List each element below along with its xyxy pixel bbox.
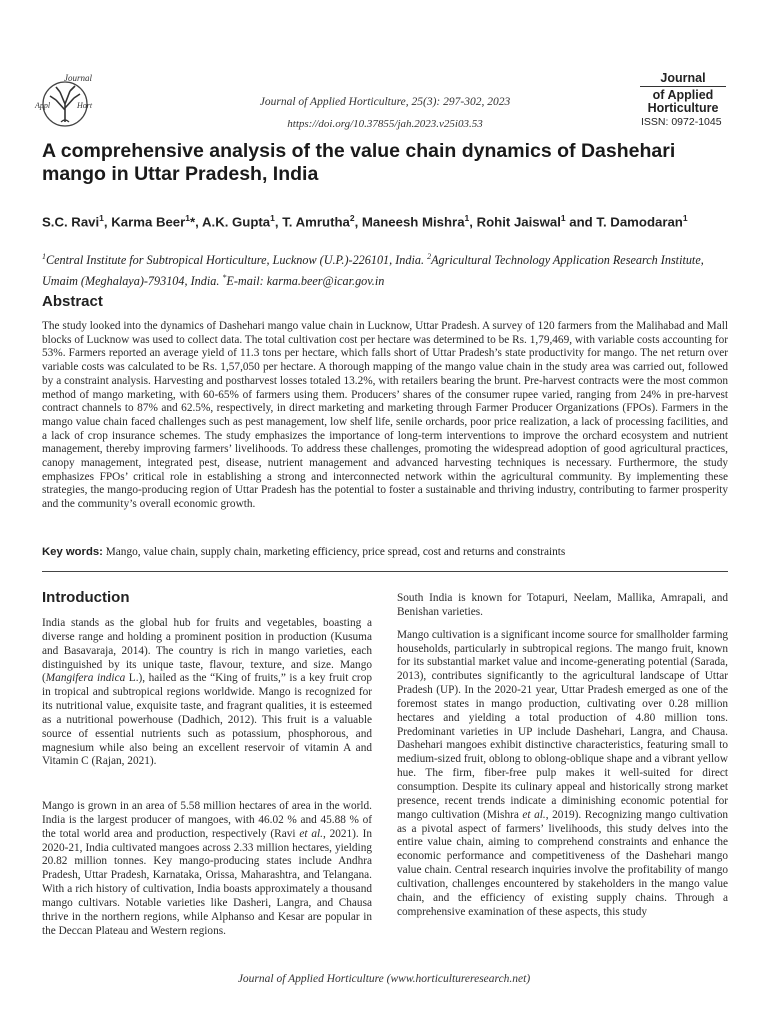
- author-sup: 1: [560, 213, 566, 223]
- journal-name-rule: [640, 86, 726, 87]
- author-sup: 1: [99, 213, 104, 223]
- author-sup: 1: [682, 213, 688, 223]
- corresponding-email[interactable]: E-mail: karma.beer@icar.gov.in: [226, 274, 385, 289]
- author-name: S.C. Ravi: [42, 214, 100, 230]
- page-footer: Journal of Applied Horticulture (www.horticultureresearch.net): [237, 973, 531, 985]
- logo-text-top: Journal: [64, 73, 92, 83]
- affil-sup: 1: [42, 252, 46, 261]
- author-name: Maneesh Mishra: [361, 214, 465, 230]
- author-name: T. Damodaran: [596, 214, 683, 230]
- intro-paragraph: South India is known for Totapuri, Neelam, Mallika, Amrapali, and Benishan varieties.: [397, 592, 728, 618]
- affil-1: Central Institute for Subtropical Horticulture, Lucknow (U.P.)-226101, India.: [46, 253, 428, 268]
- logo-text-right: Hort: [77, 101, 93, 110]
- author-name: A.K. Gupta: [202, 214, 271, 230]
- author-sup: 1: [185, 213, 191, 223]
- author-name: T. Amrutha: [282, 214, 350, 230]
- keywords: [42, 546, 728, 560]
- corresponding-mark: *: [190, 214, 196, 230]
- keywords-label: Key words:: [42, 546, 103, 558]
- intro-right-column: [397, 592, 728, 928]
- tree-logo-icon: [34, 70, 96, 130]
- affil-sup: *: [222, 273, 227, 283]
- affil-2: Agricultural Technology Application Research Institute, Umaim (Meghalaya)-793104, India.: [42, 253, 704, 289]
- intro-paragraph: Mango cultivation is a significant income source for smallholder farming households, particularly in subtropical regions. The mango fruit, known for its substantial market value and income-generating potential (Sarada, 2013), contributes significantly to the agricultural landscape of Uttar Pradesh (UP). In the 2020-21 year, Uttar Pradesh emerged as one of the foremost states in mango production, cultivating over 0.28 million hectares and yielding a total production of 4.80 million tons. Predominant varieties in UP include Dashehari, Langra, and Chausa. Dashehari mangoes exhibit distinctive characteristics, featuring small to medium-sized fruit, oblong to oblong-oblique shape and a vibrant yellow hue. The firm, fiber-free pulp makes it well-suited for direct consumption. Despite its culinary appeal and historically strong market presence, recent trends indicate a diminishing economic potential for mango cultivation (Mishra et al., 2019). Recognizing mango cultivation as a pivotal aspect of farmers’ livelihoods, this study delves into the entire value chain, aiming to comprehend constraints and enhance the economic performance and competitiveness of the Dashehari mango value chain. Central research inquiries involve the profitability of mango cultivation, challenges encountered by stakeholders in the mango value chain, and the efficiency of existing supply chains. Through a comprehensive examination of these aspects, this study: [397, 628, 728, 918]
- intro-left-column: [42, 617, 372, 778]
- keywords-text: Mango, value chain, supply chain, marketing efficiency, price spread, cost and returns and constraints: [105, 546, 566, 558]
- section-divider: [42, 571, 728, 572]
- logo-text-left: Appl: [35, 101, 51, 110]
- abstract-text: The study looked into the dynamics of Dashehari mango value chain in Lucknow, Uttar Pradesh. A survey of 120 farmers from the Malihabad and Mall blocks of Lucknow was used to collect data. The total cultivation cost per hectare was determined to be Rs. 1,79,469, with variable costs accounting for 53%. Farmers reported an average yield of 11.3 tons per hectare, which falls short of Uttar Pradesh’s state productivity for mango. The net return over variable costs was calculated to be Rs. 1,57,050 per hectare. A thorough mapping of the mango value chain in the study area was carried out, followed by a constraint analysis. Harvesting and postharvest losses totaled 13.2%, with retailers bearing the brunt. Pre-harvest contracts were the most common method of mango marketing, with 60-65% of farmers using them. Producers’ shares of the consumer rupee varied, ranging from 24% in pre-harvest contract channels to 87% and 62.5%, respectively, in direct marketing and marketing through Farmer Producer Organizations (FPOs). Farmers in the mango value chain faced challenges such as pest management, low shelf life, senile orchards, poor price realization, a lack of processing facilities, and a lack of crop insurance schemes. The study emphasizes the importance of long-term interventions to improve the orchard ecosystem and nutrient management, thereby improving farmers’ livelihoods. To address these challenges, promoting the widespread adoption of good agricultural practices, canopy management, integrated pest, disease, nutrient management and advanced harvesting techniques is necessary. Furthermore, the study emphasizes FPOs’ critical role in establishing a strong and interconnected network within the agricultural community. By implementing these strategies, the mango-producing region of Uttar Pradesh has the potential to foster a sustainable and thriving industry, contributing to farmer prosperity and the community’s overall economic growth.: [42, 320, 728, 511]
- author-sup: 1: [464, 213, 470, 223]
- affiliations: [42, 248, 732, 290]
- author-sup: 2: [349, 213, 355, 223]
- abstract-heading: Abstract: [42, 293, 103, 310]
- intro-paragraph: Mango is grown in an area of 5.58 million hectares of area in the world. India is the largest producer of mangoes, with 46.02 % and 45.88 % of the total world area and production, respectively (Ravi et al., 2021). In 2020-21, India cultivated mangoes across 2.33 million hectares, yielding 20.82 million tonnes. Key mango-producing states include Andhra Pradesh, Uttar Pradesh, Karnataka, Orissa, Maharashtra, and Telangana. With a rich history of cultivation, India boasts approximately a thousand mango cultivars. Notable varieties like Dasheri, Langra, and Chausa thrive in the northern regions, while Alphanso and Kesar are popular in the Deccan Plateau and Western regions.: [42, 800, 372, 937]
- journal-name-line-3: Horticulture: [647, 101, 719, 115]
- author-sup: 1: [270, 213, 275, 223]
- journal-citation: Journal of Applied Horticulture, 25(3): 297-302, 2023: [259, 96, 511, 108]
- journal-name-box: [640, 72, 726, 115]
- journal-logo: [34, 70, 96, 130]
- issn: ISSN: 0972-1045: [641, 116, 722, 128]
- intro-left-column-continued: [42, 800, 372, 947]
- journal-name-line-2: of Applied: [652, 88, 714, 102]
- journal-name-line-1: Journal: [660, 71, 706, 85]
- paper-title: A comprehensive analysis of the value chain dynamics of Dashehari mango in Uttar Pradesh, India: [42, 140, 676, 185]
- affil-sup: 2: [427, 252, 432, 261]
- author-list: S.C. Ravi$^1$, Karma Beer$^1$*, A.K. Gupta$^1$, T. Amrutha$^2$, Maneesh Mishra$^1$, Rohit Jaiswal$^1$ and T. Damodaran$^1$: [42, 213, 688, 230]
- doi-link[interactable]: https://doi.org/10.37855/jah.2023.v25i03.53: [287, 118, 483, 130]
- author-name: Rohit Jaiswal: [476, 214, 561, 230]
- introduction-heading: Introduction: [42, 589, 130, 606]
- author-name: Karma Beer: [111, 214, 186, 230]
- intro-paragraph: India stands as the global hub for fruits and vegetables, boasting a diverse range and holding a prominent position in production (Kusuma and Basavaraja, 2014). The country is rich in mango varieties, each distinguished by its unique taste, flavour, texture, and size. Mango (Mangifera indica L.), hailed as the “King of fruits,” is a key fruit crop in tropical and subtropical regions worldwide. Mango is recognized for its nutritional value, exquisite taste, and fragrant qualities, it is esteemed as a nutritional powerhouse (Dadhich, 2012). This fruit is a valuable source of essential nutrients such as potassium, phosphorous, and magnesium while also being an excellent reservoir of vitamin A and Vitamin C (Rajan, 2021).: [42, 617, 372, 768]
